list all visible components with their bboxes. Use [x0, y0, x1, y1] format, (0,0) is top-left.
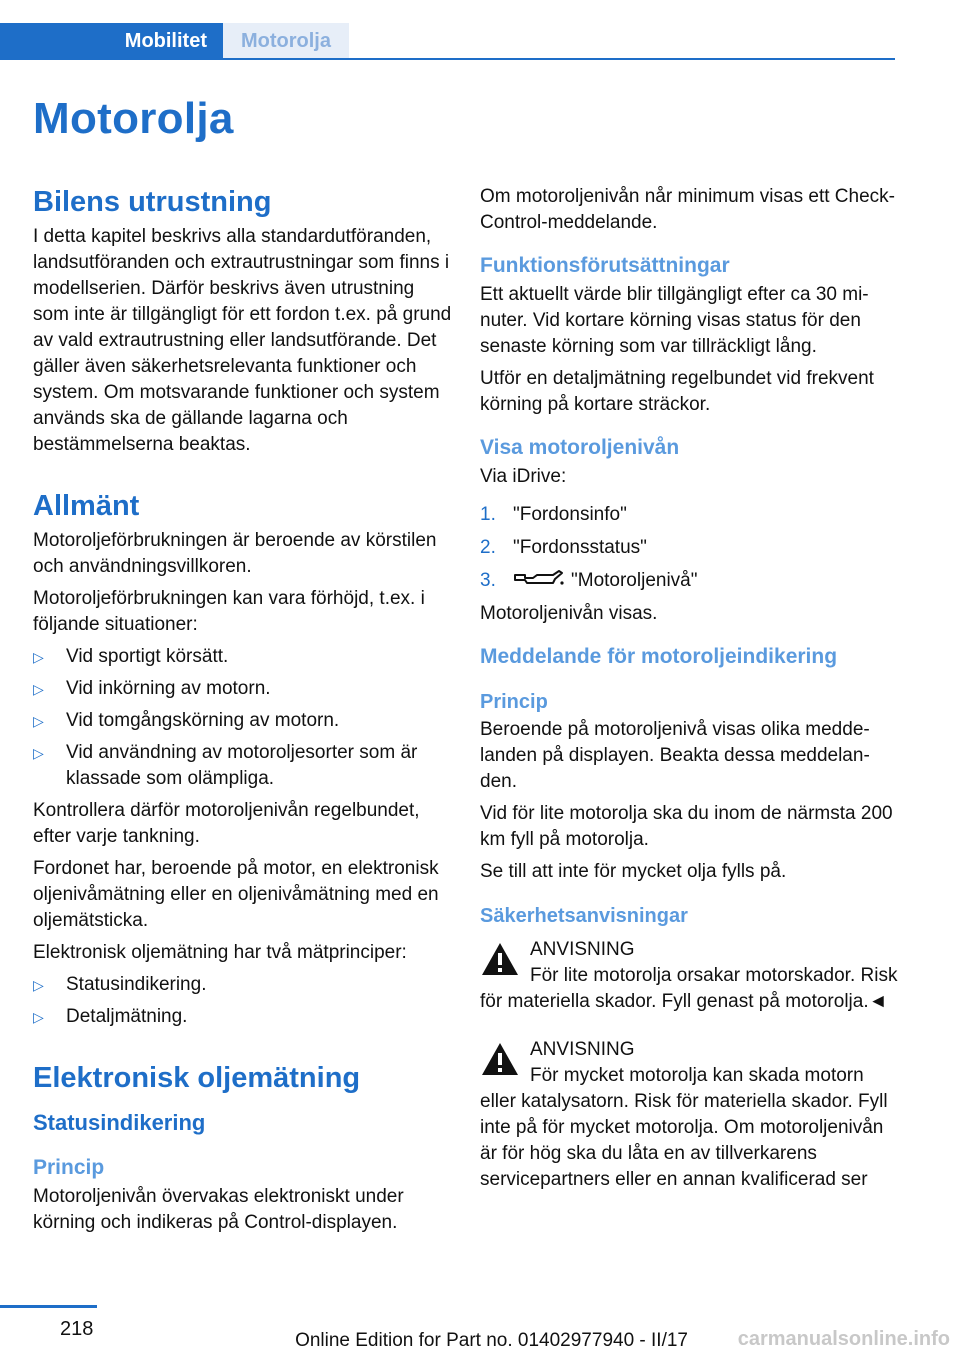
- right-column: [480, 184, 900, 1199]
- heading-sakerhetsanvisningar: Säkerhetsanvisningar: [480, 905, 688, 927]
- bullet-triangle-icon: ▷: [33, 713, 44, 729]
- header-rule: [0, 58, 895, 60]
- heading-bilens-utrustning: Bilens utrustning: [33, 186, 272, 218]
- heading-princip: Princip: [33, 1156, 105, 1179]
- paragraph: Motoroljenivån visas.: [480, 603, 658, 624]
- heading-visa-motoroljenivan: Visa motoroljenivån: [480, 436, 680, 459]
- tab-motorolja-label: Motorolja: [241, 30, 331, 52]
- paragraph: Motoroljenivån övervakas elektroniskt under körning och indikeras på Control-displayen.: [33, 1186, 404, 1233]
- paragraph: Elektronisk oljemätning har två mätprinciper:: [33, 942, 407, 963]
- bullet-triangle-icon: ▷: [33, 745, 44, 761]
- warning-note: [480, 1037, 900, 1193]
- list-item: ▷ Vid inkörning av motorn.: [33, 676, 453, 702]
- edition-note: Online Edition for Part no. 01402977940 - II/17: [295, 1330, 688, 1351]
- paragraph: Ett aktuellt värde blir tillgängligt efter ca 30 minuter. Vid kortare körning visas status för den senaste körning som var tillräckligt lång.: [480, 284, 869, 357]
- heading-statusindikering: Statusindikering: [33, 1110, 206, 1135]
- warning-text: För mycket motorolja kan skada motorn eller katalysatorn. Risk för materiella skador. Fyll inte på för mycket motorolja. Om motoroljenivån är för hög ska du låta en av tillverkarens servicepartners eller en annan kvalificerad ser: [480, 1065, 888, 1190]
- paragraph: Motoroljeförbrukningen kan vara förhöjd, t.ex. i följande situationer:: [33, 588, 425, 635]
- list-item: 3. "Motoroljenivå": [480, 570, 698, 591]
- paragraph: Kontrollera därför motoroljenivån regelbundet, efter varje tankning.: [33, 800, 420, 847]
- oil-can-icon: [513, 569, 565, 589]
- paragraph: I detta kapitel beskrivs alla standardutföranden, landsutföranden och extrautrustningar som finns i modellserien. Därför beskrivs även utrustning som inte är tillgängligt för ett fordon t.ex. på grund av vald extrautrustning eller landsutförande. Det gäller även säkerhetsrelevanta funktioner och system. Om motsvarande funktioner och system används ska de gällande lagarna och bestämmelserna beaktas.: [33, 226, 452, 455]
- bullet-triangle-icon: ▷: [33, 681, 44, 697]
- warning-title: ANVISNING: [530, 939, 635, 960]
- steps-list: [480, 502, 900, 594]
- bullet-triangle-icon: ▷: [33, 1009, 44, 1025]
- bullet-triangle-icon: ▷: [33, 977, 44, 993]
- bullet-list: [33, 644, 453, 792]
- warning-triangle-icon: [480, 1041, 520, 1077]
- list-item: ▷ Detaljmätning.: [33, 1004, 453, 1030]
- paragraph: Utför en detaljmätning regelbundet vid frekvent körning på kortare sträckor.: [480, 368, 874, 415]
- heading-funktionsforutsattningar: Funktionsförutsättningar: [480, 254, 730, 277]
- heading-elektronisk-oljematning: Elektronisk oljemätning: [33, 1062, 361, 1094]
- bullet-list: [33, 972, 453, 1030]
- paragraph: Se till att inte för mycket olja fylls på.: [480, 861, 787, 882]
- list-item: ▷ Statusindikering.: [33, 972, 453, 998]
- warning-text: För lite motorolja orsakar motorskador. Risk för materiella skador. Fyll genast på motorolja.◄: [480, 965, 898, 1012]
- paragraph: Vid för lite motorolja ska du inom de närmsta 200 km fyll på motorolja.: [480, 803, 893, 850]
- paragraph: Fordonet har, beroende på motor, en elektronisk oljenivåmätning eller en oljenivåmätning med en oljemätsticka.: [33, 858, 439, 931]
- list-item: 2. "Fordonsstatus": [480, 537, 647, 558]
- paragraph: Om motoroljenivån når minimum visas ett Check-Control-meddelande.: [480, 186, 895, 233]
- paragraph: Via iDrive:: [480, 466, 567, 487]
- heading-allmant: Allmänt: [33, 490, 140, 522]
- warning-note: [480, 937, 900, 1015]
- bullet-triangle-icon: ▷: [33, 649, 44, 665]
- list-item: ▷ Vid användning av motoroljesorter som är klassade som olämpliga.: [33, 742, 418, 789]
- tab-mobilitet[interactable]: [0, 23, 223, 60]
- left-column: [33, 184, 453, 1242]
- tab-motorolja[interactable]: [223, 23, 349, 60]
- warning-triangle-icon: [480, 941, 520, 977]
- footer-rule: [0, 1305, 97, 1308]
- page-number: 218: [60, 1318, 94, 1340]
- paragraph: Beroende på motoroljenivå visas olika meddelanden på displayen. Beakta dessa meddelanden.: [480, 719, 870, 792]
- list-item: ▷ Vid tomgångskörning av motorn.: [33, 708, 453, 734]
- watermark: carmanualsonline.info: [737, 1328, 950, 1350]
- tab-mobilitet-label: Mobilitet: [124, 30, 207, 52]
- page-title: Motorolja: [33, 94, 234, 143]
- heading-meddelande: Meddelande för motoroljeindikering: [480, 645, 838, 668]
- list-item: ▷ Vid sportigt körsätt.: [33, 644, 453, 670]
- warning-title: ANVISNING: [530, 1039, 635, 1060]
- list-item: 1. "Fordonsinfo": [480, 504, 627, 525]
- paragraph: Motoroljeförbrukningen är beroende av körstilen och användningsvillkoren.: [33, 530, 437, 577]
- heading-princip: Princip: [480, 691, 548, 713]
